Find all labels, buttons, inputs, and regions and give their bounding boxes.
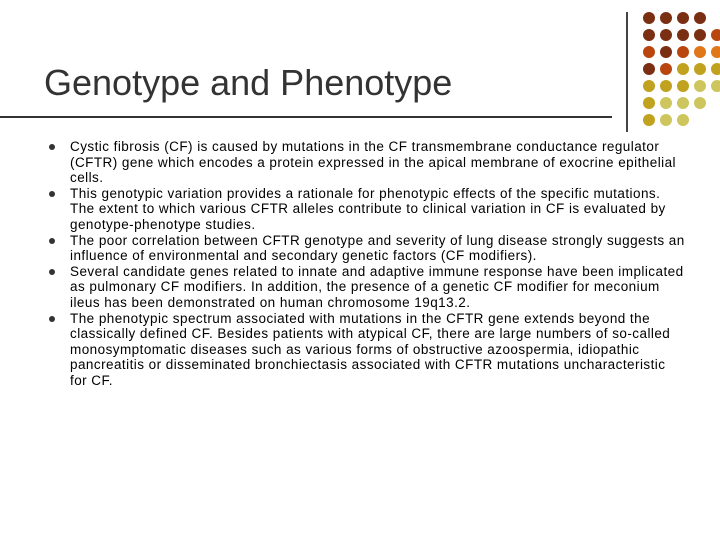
bullet-dot-icon	[49, 191, 55, 197]
decorative-dot-icon	[677, 29, 689, 41]
decorative-dot-icon	[677, 63, 689, 75]
decorative-dot-icon	[660, 12, 672, 24]
decorative-dot-icon	[711, 46, 720, 58]
bullet-item	[46, 139, 686, 186]
bullet-item	[46, 311, 686, 389]
bullet-text: The poor correlation between CFTR genotype and severity of lung disease strongly suggests an influence of environmental and secondary genetic factors (CF modifiers).	[70, 232, 685, 264]
decorative-dot-icon	[711, 80, 720, 92]
decorative-dot-icon	[643, 80, 655, 92]
decorative-dot-icon	[643, 114, 655, 126]
bullet-dot-icon	[49, 238, 55, 244]
decorative-dot-icon	[677, 12, 689, 24]
decorative-dot-icon	[694, 97, 706, 109]
slide-title: Genotype and Phenotype	[44, 62, 453, 103]
decorative-dot-icon	[643, 12, 655, 24]
decorative-dot-icon	[677, 80, 689, 92]
bullet-dot-icon	[49, 316, 55, 322]
decorative-dot-icon	[677, 97, 689, 109]
vertical-divider	[626, 12, 628, 132]
bullet-item	[46, 233, 686, 264]
decorative-dot-icon	[677, 114, 689, 126]
decorative-dot-icon	[677, 46, 689, 58]
decorative-dot-icon	[643, 46, 655, 58]
bullet-dot-icon	[49, 144, 55, 150]
decorative-dot-icon	[694, 46, 706, 58]
decorative-dot-icon	[711, 63, 720, 75]
decorative-dot-icon	[694, 63, 706, 75]
bullet-text: Several candidate genes related to innate and adaptive immune response have been implicated as pulmonary CF modifiers. In addition, the presence of a genetic CF modifier for meconium ileus has been demonstrated on human chromosome 19q13.2.	[70, 263, 684, 310]
decorative-dot-icon	[694, 80, 706, 92]
decorative-dot-icon	[711, 29, 720, 41]
title-underline	[0, 116, 612, 118]
decorative-dot-icon	[660, 63, 672, 75]
decorative-dot-icon	[660, 80, 672, 92]
bullet-text: This genotypic variation provides a rationale for phenotypic effects of the specific mutations. The extent to which various CFTR alleles contribute to clinical variation in CF is evaluated by genotype-phenotype studies.	[70, 185, 666, 232]
decorative-dot-icon	[660, 114, 672, 126]
decorative-dot-icon	[643, 29, 655, 41]
decorative-dot-icon	[643, 97, 655, 109]
bullet-list	[46, 139, 686, 389]
decorative-dot-icon	[694, 29, 706, 41]
bullet-text: Cystic fibrosis (CF) is caused by mutations in the CF transmembrane conductance regulator (CFTR) gene which encodes a protein expressed in the apical membrane of exocrine epithelial cells.	[70, 139, 676, 186]
decorative-dot-icon	[643, 63, 655, 75]
bullet-text: The phenotypic spectrum associated with mutations in the CFTR gene extends beyond the classically defined CF. Besides patients with atypical CF, there are large numbers of so-called monosymptomatic diseases such as various forms of obstructive azoospermia, idiopathic pancreatitis or disseminated bronchiectasis associated with CFTR mutations uncharacteristic for CF.	[70, 310, 671, 388]
decorative-dot-icon	[660, 29, 672, 41]
bullet-dot-icon	[49, 269, 55, 275]
bullet-item	[46, 186, 686, 233]
decorative-dot-icon	[660, 97, 672, 109]
bullet-item	[46, 264, 686, 311]
decorative-dot-icon	[694, 12, 706, 24]
decorative-dot-icon	[660, 46, 672, 58]
